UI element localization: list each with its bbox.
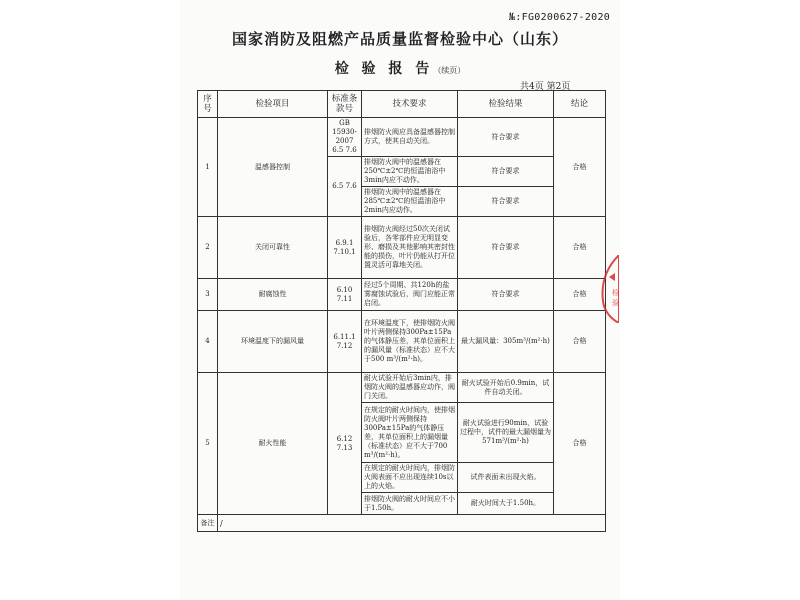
- svg-text:验: 验: [612, 299, 619, 307]
- cell-conclusion: 合格: [554, 279, 606, 311]
- table-row: [198, 279, 606, 311]
- remark-row: [198, 515, 606, 532]
- cell-req: 在规定的耐火时间内，使排烟防火阀叶片两侧保持300Pa±15Pa的气体静压差，其单位面积上的漏烟量（标准状态）应不大于700 m³/(m²·h)。: [362, 403, 458, 463]
- cell-std: GB 15930-2007 6.5 7.6: [328, 118, 362, 157]
- cell-item: 耐腐蚀性: [218, 279, 328, 311]
- cell-result: 符合要求: [458, 118, 554, 157]
- cell-result: 符合要求: [458, 157, 554, 187]
- remark-value: /: [218, 515, 606, 532]
- cell-req: 经过5个周期、共120h的盐雾腐蚀试验后，阀门应能正常启闭。: [362, 279, 458, 311]
- cell-seq: 5: [198, 373, 218, 515]
- cell-std: 6.11.1 7.12: [328, 311, 362, 373]
- remark-label: 备注: [198, 515, 218, 532]
- cell-req: 排烟防火阀中的温感器在250℃±2℃的恒温油浴中3min内应不动作。: [362, 157, 458, 187]
- page-info: 共4页 第2页: [520, 82, 571, 92]
- cell-seq: 3: [198, 279, 218, 311]
- cell-seq: 1: [198, 118, 218, 217]
- cell-item: 关闭可靠性: [218, 217, 328, 279]
- cell-seq: 4: [198, 311, 218, 373]
- table-row: [198, 311, 606, 373]
- report-number: №:FG0200627-2020: [509, 12, 611, 23]
- cell-result: 耐火时间大于1.50h。: [458, 493, 554, 515]
- cell-std: 6.5 7.6: [328, 157, 362, 217]
- svg-text:检: 检: [612, 289, 619, 297]
- cell-result: 符合要求: [458, 279, 554, 311]
- continued-label: （续页）: [433, 66, 466, 75]
- cell-req: 在规定的耐火时间内，排烟防火阀表面不应出现连续10s以上的火焰。: [362, 463, 458, 493]
- header-req: 技术要求: [362, 91, 458, 118]
- cell-req: 排烟防火阀中的温感器在285℃±2℃的恒温油浴中2min内应动作。: [362, 187, 458, 217]
- cell-std: 6.9.1 7.10.1: [328, 217, 362, 279]
- official-seal: [597, 255, 619, 323]
- header-result: 检验结果: [458, 91, 554, 118]
- cell-item: 温感器控制: [218, 118, 328, 217]
- cell-req: 排烟防火阀应具备温感器控制方式，使其自动关闭。: [362, 118, 458, 157]
- cell-result: 最大漏风量：305m³/(m²·h): [458, 311, 554, 373]
- cell-req: 排烟防火阀的耐火时间应不小于1.50h。: [362, 493, 458, 515]
- cell-req: 在环境温度下，使排烟防火阀叶片两侧保持300Pa±15Pa的气体静压差，其单位面积上的漏风量（标准状态）应不大于500 m³/(m²·h)。: [362, 311, 458, 373]
- cell-result: 耐火试验开始后0.9min，试件自动关闭。: [458, 373, 554, 403]
- inspection-table: [197, 90, 606, 532]
- cell-item: 耐火性能: [218, 373, 328, 515]
- report-title-text: 检 验 报 告: [334, 61, 434, 77]
- cell-result: 符合要求: [458, 217, 554, 279]
- header-item: 检验项目: [218, 91, 328, 118]
- report-title: [200, 58, 600, 78]
- table-row: [198, 118, 606, 157]
- cell-conclusion: 合格: [554, 217, 606, 279]
- cell-result: 耐火试验进行90min，试验过程中，试件的最大漏烟量为571m³/(m²·h): [458, 403, 554, 463]
- cell-conclusion: 合格: [554, 373, 606, 515]
- cell-seq: 2: [198, 217, 218, 279]
- header-seq: 序号: [198, 91, 218, 118]
- header-conclusion: 结论: [554, 91, 606, 118]
- organization-title: 国家消防及阻燃产品质量监督检验中心（山东）: [231, 30, 568, 48]
- table-header-row: [198, 91, 606, 118]
- cell-req: 排烟防火阀经过50次关闭试验后，各零部件应无明显变形、磨损及其他影响其密封性能的损伤，叶片仍能从打开位置灵活可靠地关闭。: [362, 217, 458, 279]
- cell-req: 耐火试验开始后3min内，排烟防火阀的温感器应动作，阀门关闭。: [362, 373, 458, 403]
- cell-std: 6.10 7.11: [328, 279, 362, 311]
- header-std: 标准条款号: [328, 91, 362, 118]
- cell-item: 环境温度下的漏风量: [218, 311, 328, 373]
- table-row: [198, 373, 606, 403]
- cell-result: 符合要求: [458, 187, 554, 217]
- cell-conclusion: 合格: [554, 118, 606, 217]
- table-row: [198, 217, 606, 279]
- cell-conclusion: 合格: [554, 311, 606, 373]
- cell-std: 6.12 7.13: [328, 373, 362, 515]
- cell-result: 试件表面未出现火焰。: [458, 463, 554, 493]
